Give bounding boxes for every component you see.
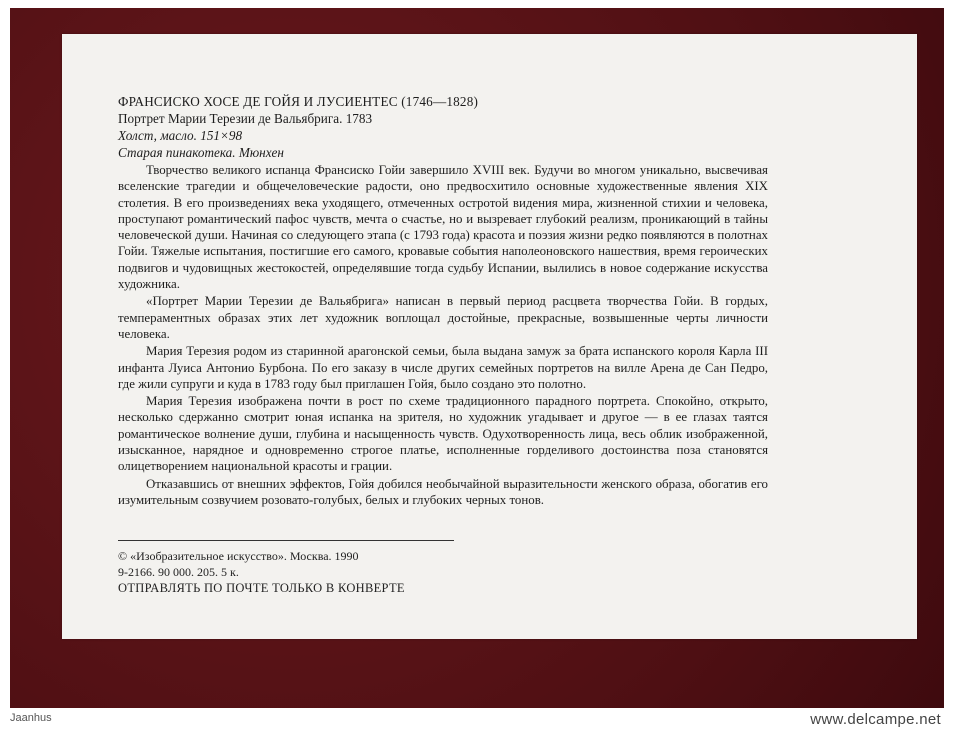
paragraph: Мария Терезия изображена почти в рост по схеме традиционного парадного портрета. Спокойно, открыто, несколько сдержанно смотрит юная испанка на зрителя, но художник угадывает и другое — в ее глазах таятся романтическое волнение души, глубина и насыщенность чувств. Одухотворенность лица, весь облик изображенной, изысканное, нарядное и одновременно строгое платье, исполненные горделивого достоинства поза становятся олицетворением национальной красоты и грации. [118,394,768,474]
paragraph: Мария Терезия родом из старинной арагонской семьи, была выдана замуж за брата испанского короля Карла III инфанта Луиса Антонио Бурбона. По его заказу в числе других семейных портретов на вилле Арена де Сан Педро, где жили супруги и куда в 1783 году был приглашен Гойя, было создано это полотно. [118,344,768,391]
imprint-publisher: © «Изобразительное искусство». Москва. 1990 [118,549,359,563]
watermark-right: www.delcampe.net [810,711,941,728]
imprint-codes: 9-2166. 90 000. 205. 5 к. [118,565,239,579]
museum-line: Старая пинакотека. Мюнхен [118,145,284,160]
paragraph: Отказавшись от внешних эффектов, Гойя добился необычайной выразительности женского образа, обогатив его изумительным созвучием розовато-голубых, белых и глубоких черных тонов. [118,476,768,507]
imprint [118,548,359,580]
paragraph: Творчество великого испанца Франсиско Гойи завершило XVIII век. Будучи во многом уникально, высвечивая вселенские трагедии и общечеловеческие радости, оно предвосхитило основные художественные явления XIX столетия. В его произведениях века уходящего, отмеченных остротой видения мира, жизненной стихии и человека, проступают романтический пафос чувств, мечта о счастье, но и вызревает глубокий реализм, проникающий в тайны человеческой души. Начиная со следующего этапа (с 1793 года) красота и поэзия жизни редко появляются в полотнах Гойи. Тяжелые испытания, постигшие его самого, кровавые события наполеоновского нашествия, время героических подвигов и чудовищных жестокостей, определявшие тогда судьбу Испании, вылились в новое содержание искусства художника. [118,163,768,292]
medium-line: Холст, масло. 151×98 [118,128,243,143]
divider [118,540,454,541]
painting-title: Портрет Марии Терезии де Вальябрига. 1783 [118,111,373,126]
description-body [118,162,768,509]
artist-title: ФРАНСИСКО ХОСЕ ДЕ ГОЙЯ И ЛУСИЕНТЕС (1746—1828) [118,94,479,109]
mailing-notice: ОТПРАВЛЯТЬ ПО ПОЧТЕ ТОЛЬКО В КОНВЕРТЕ [118,581,405,595]
paragraph: «Портрет Марии Терезии де Вальябрига» написан в первый период расцвета творчества Гойи. В гордых, темпераментных образах этих лет художник воплощал достойные, прекрасные, возвышенные черты личности человека. [118,294,768,341]
postcard-header [118,93,758,161]
watermark-left: Jaanhus [10,712,52,724]
